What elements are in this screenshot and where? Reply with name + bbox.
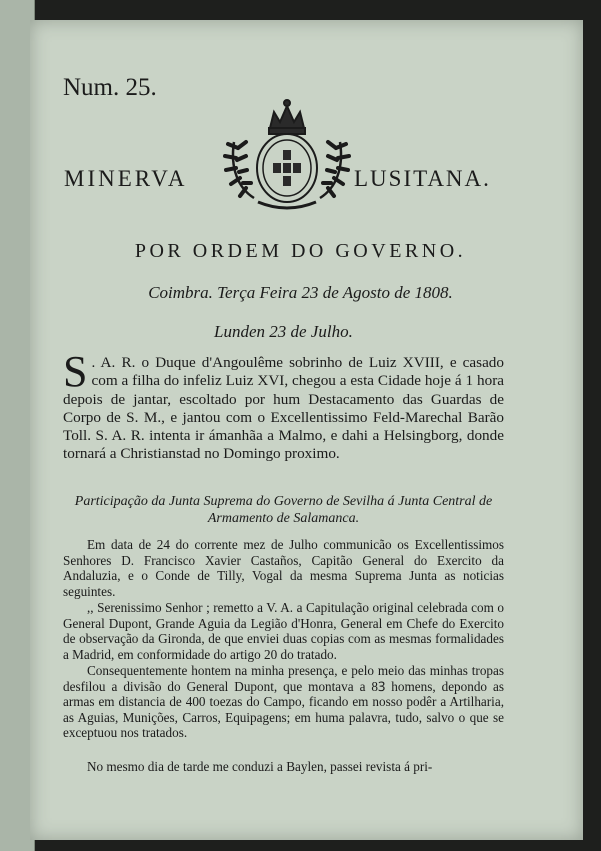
body-paragraph: Consequentemente hontem na minha presença, e pelo meio das minhas tropas desfilou a divisão do General Dupont, que montava a 8Ꝫ homens, depondo as armas em distancia de 400 toezas do Campo, ficando em nosso podêr a Artilharia, as Aguias, Munições, Carros, Equipagens; em huma palavra, tudo, salvo o que se exceptuou nos tratados.	[63, 663, 504, 740]
article-place-date: Lunden 23 de Julho.	[214, 322, 353, 341]
body-paragraph: Em data de 24 do corrente mez de Julho communicão os Excellentissimos Senhores D. Francisco Xavier Castaños, Capitão General do Exercito da Andaluzia, e o Conde de Tilly, Vogal da mesma Suprema Junta as noticias seguintes.	[63, 537, 504, 599]
article-paragraph	[63, 347, 504, 464]
drop-cap: S	[63, 347, 88, 396]
article-body	[63, 537, 504, 741]
masthead-title-left: MINERVA	[64, 166, 188, 191]
masthead-title-right: LUSITANA.	[354, 166, 491, 191]
article-heading: Participação da Junta Suprema do Governo de Sevilha á Junta Central de Armamento de Salamanca.	[74, 494, 493, 526]
article-text: . A. R. o Duque d'Angoulême sobrinho de Luiz XVIII, e casado com a filha do infeliz Luiz XVI, chegou a esta Cidade hoje á 1 hora depois de jantar, escoltado por hum Destacamento das Guardas de Corpo de S. M., e jantou com o Excellentissimo Feld-Marechal Barão Toll. S. A. R. intenta ir ámanhãa a Malmo, e dahi a Helsingborg, donde tornará a Christianstad no Domingo proximo.	[63, 354, 504, 463]
body-paragraph: ,, Serenissimo Senhor ; remetto a V. A. a Capitulação original celebrada com o General Dupont, Grande Aguia da Legião d'Honra, General em Chefe do Exercito de observação da Gironda, de que enviei duas copias com as mesmas formalidades a Madrid, em conformidade do artigo 20 do tratado.	[63, 600, 504, 662]
body-last-line: No mesmo dia de tarde me conduzi a Baylen, passei revista á pri-	[87, 759, 433, 774]
dateline	[0, 283, 601, 303]
royal-coat-of-arms-emblem	[218, 98, 356, 216]
authority-line: POR ORDEM DO GOVERNO.	[134, 240, 467, 262]
issue-number: Num. 25.	[63, 74, 157, 101]
dateline-text: Coimbra. Terça Feira 23 de Agosto de 1808.	[148, 283, 453, 302]
